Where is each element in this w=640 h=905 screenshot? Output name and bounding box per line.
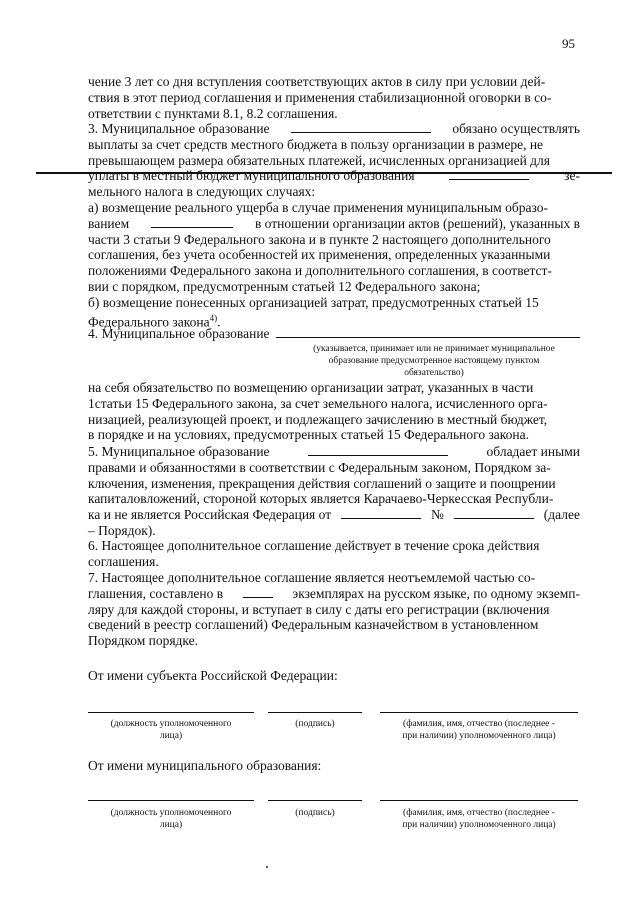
caption-line: при наличии) уполномоченного лица) (402, 731, 556, 741)
note-line: обязательство) (404, 368, 464, 378)
caption-line: лица) (159, 731, 183, 741)
paragraph-item-3b (88, 295, 580, 330)
strike-line (36, 172, 612, 174)
text-fragment: обязано осуществлять (452, 121, 580, 136)
text-line (88, 168, 580, 184)
text-line: выплаты за счет средств местного бюджета в пользу организации в размере, не (88, 136, 544, 152)
text-line: сведений в реестр соглашений) Федеральным казначейством в установленном (88, 617, 539, 633)
caption-line: (должность уполномоченного (110, 808, 232, 818)
footnote-ref: 4) (209, 312, 218, 323)
text-line: части 3 статьи 9 Федерального закона и в пункте 2 настоящего дополнительного (88, 231, 551, 247)
caption-signature: (подпись) (295, 719, 335, 729)
text-line: 7. Настоящее дополнительное соглашение является неотъемлемой частью со- (88, 570, 536, 585)
text-line: положениями Федерального закона и дополнительного соглашения, в соответст- (88, 263, 552, 279)
scan-speck (266, 866, 268, 868)
text-line: вии с порядком, предусмотренным статьей 12 Федерального закона; (88, 278, 481, 294)
text-line: ляру для каждой стороны, и вступает в силу с даты его регистрации (включения (88, 601, 550, 617)
text-line: соглашения, без учета особенностей их применения, определенных указанными (88, 247, 551, 263)
signature-line-signature[interactable] (268, 800, 362, 801)
item-4-note (284, 343, 584, 379)
text-line: ствия в этот период соглашения и применения стабилизационной оговорки в со- (88, 89, 552, 105)
text-fragment: (далее (543, 507, 580, 523)
blank-field (151, 216, 233, 228)
text-fragment: зе- (564, 168, 580, 184)
blank-field (308, 444, 448, 456)
blank-field (341, 507, 421, 519)
text-line (88, 121, 580, 137)
text-line: капиталовложений, стороной которых является Карачаево-Черкесская Республи- (88, 491, 554, 507)
signature-line-position[interactable] (88, 712, 254, 713)
text-line: ключения, изменения, прекращения действия соглашений о защите и поощрении (88, 475, 556, 491)
text-fragment: экземплярах на русском языке, по одному экземп- (292, 585, 580, 601)
text-fragment: глашения, составлено в (88, 585, 224, 601)
page-number: 95 (562, 36, 575, 51)
text-line: 6. Настоящее дополнительное соглашение действует в течение срока действия (88, 538, 540, 553)
signature-line-name[interactable] (380, 800, 578, 801)
text-line: б) возмещение понесенных организацией затрат, предусмотренных статьей 15 (88, 295, 539, 310)
text-line (88, 444, 580, 460)
paragraph-item-7 (88, 570, 580, 649)
note-line: (указывается, принимает или не принимает муниципальное (313, 344, 555, 354)
text-fragment: в отношении организации актов (решений), указанных в (254, 215, 580, 231)
text-line: 1статьи 15 Федерального закона, за счет земельного налога, исчисленного орга- (88, 395, 548, 411)
caption-name (380, 718, 578, 742)
text-line (88, 216, 580, 232)
signature-line-signature[interactable] (268, 712, 362, 713)
signature-line-position[interactable] (88, 800, 254, 801)
text-line: на себя обязательство по возмещению организации затрат, указанных в части (88, 380, 534, 395)
paragraph-continuation (88, 74, 580, 121)
caption-line: при наличии) уполномоченного лица) (402, 820, 556, 830)
text-line (88, 507, 580, 523)
text-fragment: ка и не является Российская Федерация от (88, 507, 332, 523)
caption-line: (должность уполномоченного (110, 719, 232, 729)
text-line: чение 3 лет со дня вступления соответствующих актов в силу при условии дей- (88, 74, 546, 89)
caption-name (380, 807, 578, 831)
text-fragment: 3. Муниципальное образование (88, 121, 270, 136)
caption-line: (фамилия, имя, отчество (последнее - (403, 808, 555, 818)
paragraph-item-4-rest (88, 380, 580, 443)
signature-heading-municipality: От имени муниципального образования: (88, 758, 322, 773)
signature-line-name[interactable] (380, 712, 578, 713)
text-line: соглашения. (88, 553, 159, 569)
paragraph-item-6 (88, 538, 580, 570)
paragraph-item-5 (88, 444, 580, 539)
paragraph-item-4 (88, 326, 580, 342)
text-line: правами и обязанностями в соответствии с Федеральным законом, Порядком за- (88, 459, 551, 475)
text-fragment: обладает иными (486, 444, 580, 459)
caption-position (88, 807, 254, 831)
text-line: в порядке и на условиях, предусмотренных статьей 15 Федерального закона. (88, 427, 529, 443)
caption-line: лица) (159, 820, 183, 830)
text-fragment: 5. Муниципальное образование (88, 444, 270, 459)
text-fragment: Федерального закона (88, 314, 210, 330)
text-line: Порядком порядке. (88, 633, 199, 649)
caption-signature: (подпись) (295, 808, 335, 818)
text-fragment: № (430, 507, 444, 523)
blank-field (276, 326, 580, 338)
note-line: образование предусмотренное настоящему пунктом (328, 356, 540, 366)
blank-field (454, 507, 534, 519)
text-line: низацией, реализующей проект, и подлежащего зачислению в местный бюджет, (88, 411, 548, 427)
paragraph-item-3 (88, 121, 580, 200)
text-fragment: 4. Муниципальное образование (88, 326, 270, 341)
caption-position (88, 718, 254, 742)
text-line: мельного налога в следующих случаях: (88, 184, 316, 200)
blank-field (291, 121, 431, 133)
text-fragment: уплаты в местный бюджет муниципального образования (88, 168, 415, 184)
text-fragment: ванием (88, 215, 130, 231)
text-fragment: . (217, 314, 221, 330)
text-line (88, 326, 580, 342)
signature-heading-region: От имени субъекта Российской Федерации: (88, 668, 338, 683)
blank-field (243, 586, 273, 598)
text-line: ответствии с пунктами 8.1, 8.2 соглашения. (88, 105, 338, 121)
text-line: – Порядок). (88, 522, 156, 538)
paragraph-item-3a (88, 200, 580, 295)
text-line: а) возмещение реального ущерба в случае применения муниципальным образо- (88, 200, 548, 215)
caption-line: (фамилия, имя, отчество (последнее - (403, 719, 555, 729)
text-line (88, 586, 580, 602)
text-line: превышающем размера обязательных платежей, исчисленных организацией для (88, 152, 550, 168)
blank-field (449, 168, 529, 180)
